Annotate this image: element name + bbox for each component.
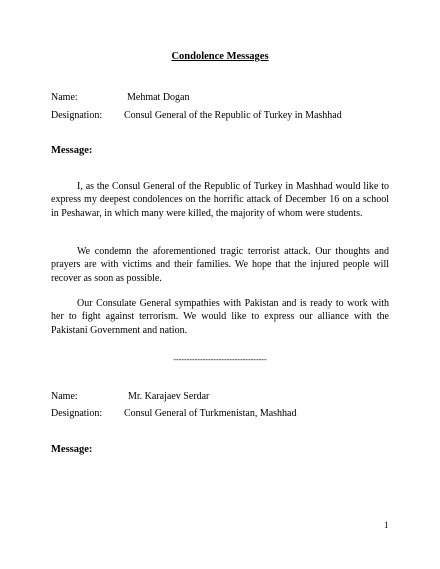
document-title: Condolence Messages	[171, 51, 269, 62]
entry2-name-value: Mr. Karajaev Serdar	[128, 391, 210, 402]
entry1-paragraph-1: I, as the Consul General of the Republic of Turkey in Mashhad would like to express my deepest condolences on the horrific attack of December 16 on a school in Peshawar, in which many were killed, the majority of whom were students.	[51, 181, 389, 219]
entry2-message-label: Message:	[51, 444, 93, 455]
entry1-name-label: Name:	[51, 92, 78, 103]
entry1-designation-value: Consul General of the Republic of Turkey in Mashhad	[124, 110, 342, 121]
entry-separator: -----------------------------------	[173, 355, 267, 364]
entry2-designation-value: Consul General of Turkmenistan, Mashhad	[124, 408, 297, 419]
entry2-name-label: Name:	[51, 391, 78, 402]
entry1-paragraph-2: We condemn the aforementioned tragic terrorist attack. Our thoughts and prayers are with victims and their families. We hope that the injured people will recover as soon as possible.	[51, 246, 389, 284]
entry1-message-label: Message:	[51, 145, 93, 156]
entry1-name-value: Mehmat Dogan	[127, 92, 190, 103]
entry1-paragraph-3: Our Consulate General sympathies with Pakistan and is ready to work with her to fight against terrorism. We would like to express our alliance with the Pakistani Government and nation.	[51, 298, 389, 336]
page-number: 1	[384, 520, 389, 530]
entry1-designation-label: Designation:	[51, 110, 103, 121]
entry2-designation-label: Designation:	[51, 408, 103, 419]
